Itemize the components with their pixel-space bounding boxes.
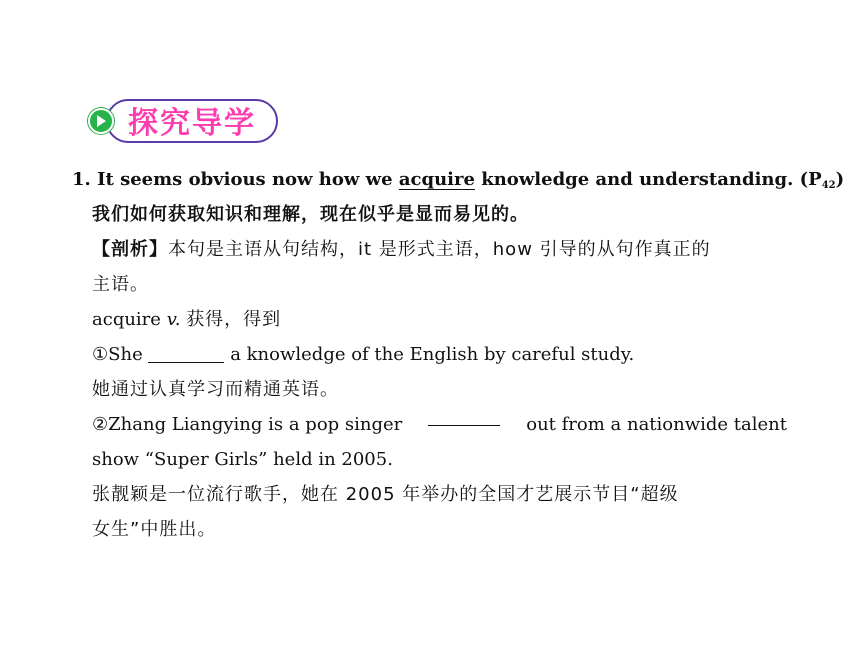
exercise-2-blank[interactable] — [428, 407, 500, 426]
play-icon — [88, 108, 114, 134]
exercise-2-before: Zhang Liangying is a pop singer — [108, 414, 403, 435]
keyword: acquire — [398, 169, 475, 190]
exercise-2-line-2: show “Super Girls” held in 2005. — [92, 449, 393, 470]
analysis-tag: 【剖析】 — [92, 239, 168, 260]
sentence-after: knowledge and understanding. — [481, 169, 794, 190]
analysis-text: 本句是主语从句结构，it 是形式主语，how 引导的从句作真正的 — [168, 239, 711, 260]
page-reference: $(P_{42})$ — [799, 169, 845, 191]
exercise-1-after: a knowledge of the English by careful study. — [230, 344, 635, 365]
sentence-before: It seems obvious now how we — [97, 169, 393, 190]
exercise-1-before: She — [108, 344, 143, 365]
exercise-1 — [72, 337, 812, 372]
example-sentence — [72, 162, 845, 197]
sentence-translation: 我们如何获取知识和理解，现在似乎是显而易见的。 — [92, 204, 529, 225]
vocab-entry — [72, 302, 812, 337]
exercise-2-marker: ② — [92, 414, 109, 435]
analysis-line-2: 主语。 — [92, 274, 149, 295]
analysis-line-1 — [72, 232, 812, 267]
section-title: 探究导学 — [128, 106, 256, 141]
exercise-2-line-1 — [72, 407, 812, 442]
exercise-1-marker: ① — [92, 344, 109, 365]
vocab-meaning: 获得，得到 — [186, 309, 282, 330]
header-pill — [106, 99, 278, 143]
exercise-1-translation: 她通过认真学习而精通英语。 — [92, 379, 339, 400]
vocab-pos: v. — [166, 309, 181, 330]
exercise-1-blank[interactable] — [148, 344, 224, 363]
exercise-2-translation-line-2: 女生”中胜出。 — [92, 519, 217, 540]
vocab-word: acquire — [92, 309, 161, 330]
item-number: 1. — [72, 169, 91, 190]
exercise-2-translation-line-1: 张靓颖是一位流行歌手，她在 2005 年举办的全国才艺展示节目“超级 — [92, 484, 679, 505]
item-1 — [72, 162, 845, 547]
exercise-2-after: out from a nationwide talent — [526, 414, 787, 435]
section-header — [88, 99, 278, 143]
